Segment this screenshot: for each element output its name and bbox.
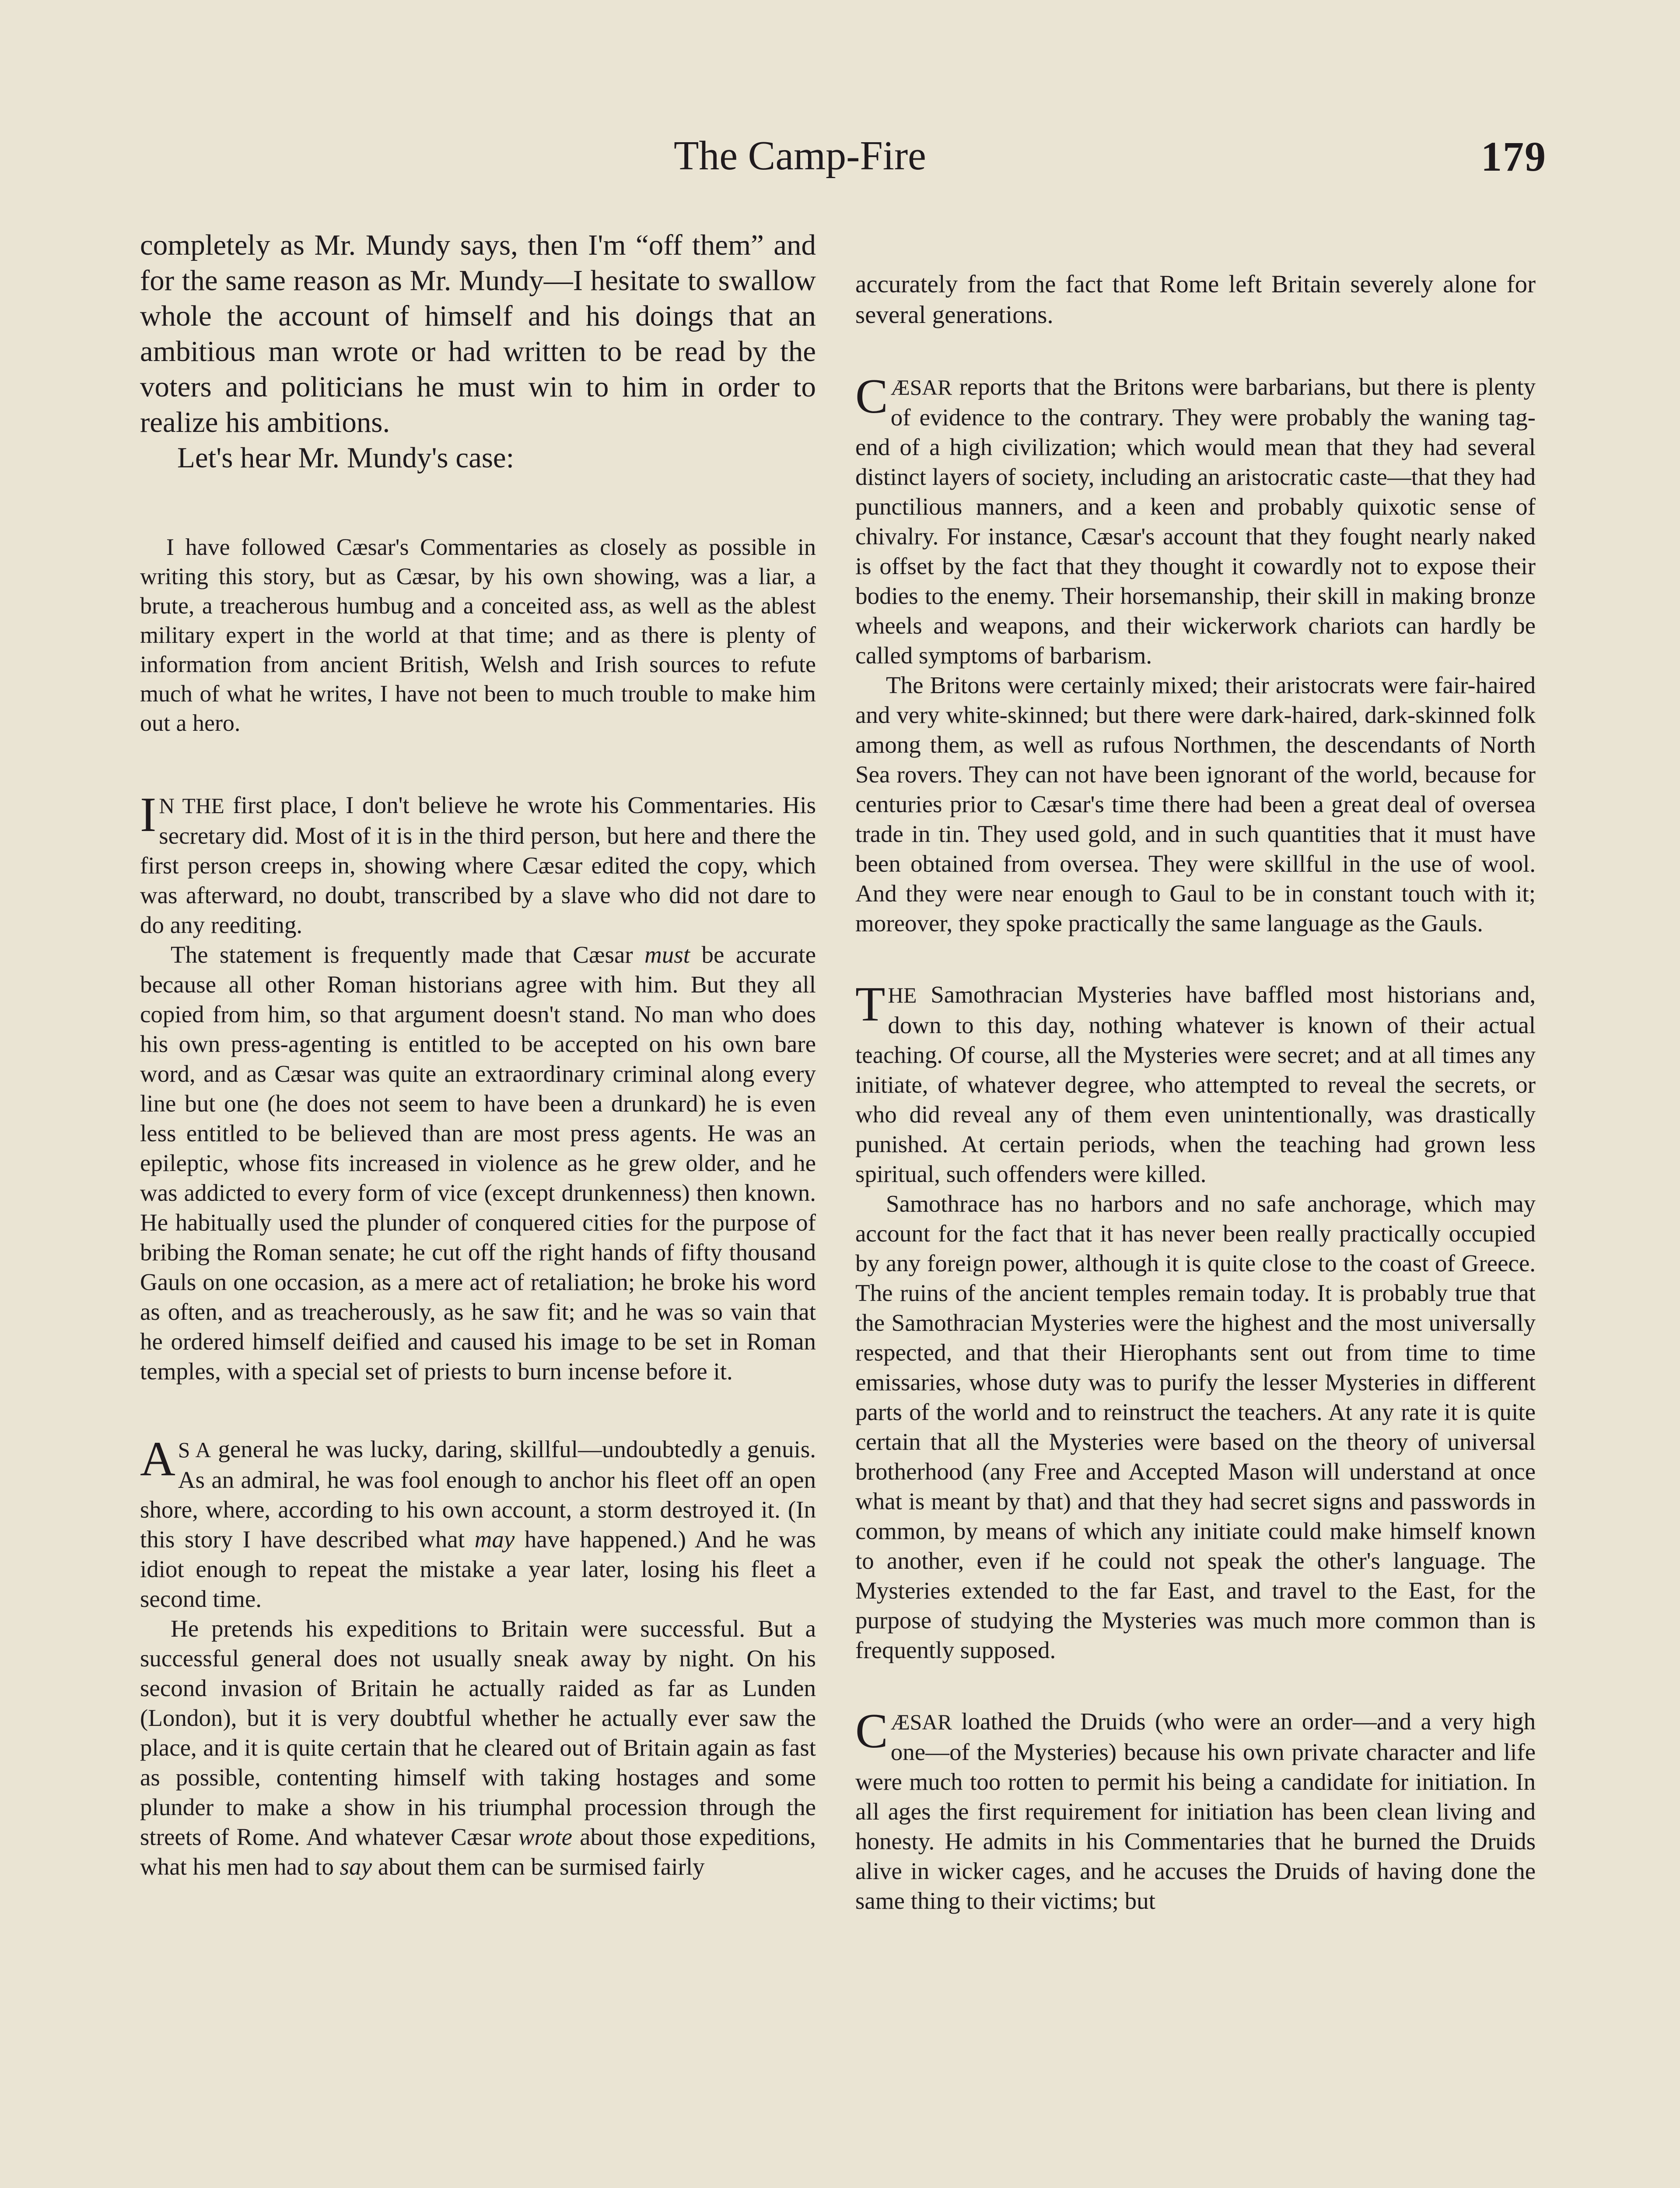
article-section xyxy=(140,1434,816,1882)
paragraph-text: The statement is frequently made that Cæsar xyxy=(171,941,645,968)
article-section xyxy=(140,790,816,1386)
continuation-paragraph: accurately from the fact that Rome left Britain severely alone for several generations. xyxy=(855,270,1536,329)
section-paragraph xyxy=(855,977,1536,1189)
section-paragraph xyxy=(855,369,1536,670)
section-paragraph xyxy=(140,1614,816,1882)
section-paragraph xyxy=(140,1434,816,1614)
section-paragraph xyxy=(855,1704,1536,1916)
article-section xyxy=(855,977,1536,1665)
lead-paragraph: completely as Mr. Mundy says, then I'm “off them” and for the same reason as Mr. Mundy—I hesitate to swallow whole the account of himself and his doings that an ambitious man wrote or had written to be read by the voters and politicians he must win to him in order to realize his ambitions. xyxy=(140,229,816,438)
emphasis-text: must xyxy=(644,941,690,968)
drop-cap: A xyxy=(140,1432,175,1486)
lead-caps: HE xyxy=(888,983,917,1007)
emphasis-text: say xyxy=(340,1853,372,1880)
drop-cap: C xyxy=(855,369,888,424)
quote-paragraph: I have followed Cæsar's Commentaries as closely as possible in writing this story, but as Cæsar, by his own showing, was a liar, a brute, a treacherous humbug and a conceited ass, as well as the ablest military expert in the world at that time; and as there is plenty of information from ancient British, Welsh and Irish sources to refute much of what he writes, I have not been to much trouble to make him out a hero. xyxy=(140,534,816,736)
emphasis-text: may xyxy=(474,1526,515,1553)
lead-caps: ÆSAR xyxy=(890,375,952,400)
paragraph-text: reports that the Britons were barbarians, but there is plenty of evidence to the contrary. They were probably the waning tag-end of a high civilization; which would mean that they had several distinct layers of society, including an aristocratic caste—that they had punctilious manners, and a keen and probably quixotic sense of chivalry. For instance, Cæsar's account that they fought nearly naked is offset by the fact that they thought it cowardly not to expose their bodies to the enemy. Their horsemanship, their skill in making bronze wheels and weapons, and their wickerwork chariots can hardly be called symptoms of barbarism. xyxy=(855,373,1536,669)
running-title: The Camp-Fire xyxy=(674,133,926,179)
article-section xyxy=(855,369,1536,938)
paragraph-text: Samothracian Mysteries have baffled most historians and, down to this day, nothing whatever is known of their actual teaching. Of course, all the Mysteries were secret; and at all times any initiate, of whatever degree, who attempted to reveal the secrets, or who did reveal any of them even unintentionally, was drastically punished. At certain periods, when the teaching had grown less spiritual, such offenders were killed. xyxy=(855,981,1536,1187)
paragraph-text: general he was lucky, daring, skillful—undoubtedly a genuis. As an admiral, he was fool enough to anchor his fleet off an open shore, where, according to his own account, a storm destroyed it. (In this story I have described what xyxy=(140,1436,816,1553)
section-paragraph: Samothrace has no harbors and no safe anchorage, which may account for the fact that it has never been really practically occupied by any foreign power, although it is quite close to the coast of Greece. The ruins of the ancient temples remain today. It is probably true that the Samothracian Mysteries were the highest and the most universally respected, and that their Hierophants sent out from time to time emissaries, whose duty was to purify the lesser Mysteries in different parts of the world and to reinstruct the teachers. At any rate it is quite certain that all the Mysteries were based on the theory of universal brotherhood (any Free and Accepted Mason will understand at once what is meant by that) and that they had secret signs and passwords in common, by means of which any initiate could make himself known to another, even if he could not speak the other's language. The Mysteries extended to the far East, and travel to the East, for the purpose of studying the Mysteries was much more common than is frequently supposed. xyxy=(855,1190,1536,1663)
lead-text xyxy=(140,228,816,476)
emphasis-text: wrote xyxy=(518,1823,573,1850)
lead-caps: N THE xyxy=(159,794,224,818)
article-section xyxy=(855,269,1536,330)
section-paragraph xyxy=(140,790,816,940)
section-paragraph xyxy=(140,940,816,1386)
paragraph-text: He pretends his expeditions to Britain were successful. But a successful general does not usually sneak away by night. On his second invasion of Britain he actually raided as far as Lunden (London), but it is very doubtful whether he actually ever saw the place, and it is quite certain that he cleared out of Britain again as fast as possible, contenting himself with taking hostages and some plunder to make a show in his triumphal procession through the streets of Rome. And whatever Cæsar xyxy=(140,1615,816,1850)
lead-caps: ÆSAR xyxy=(890,1710,952,1734)
drop-cap: T xyxy=(855,977,886,1031)
paragraph-text: be accurate because all other Roman historians agree with him. But they all copied from him, so that argument doesn't stand. No man who does his own press-agenting is entitled to be accepted on his own bare word, and as Cæsar was quite an extraordinary criminal along every line but one (he does not seem to have been a drunkard) he is even less entitled to be believed than are most press agents. He was an epileptic, whose fits increased in violence as he grew older, and he was addicted to every form of vice (except drunkenness) then known. He habitually used the plunder of conquered cities for the purpose of bribing the Roman senate; he cut off the right hands of fifty thousand Gauls on one occasion, as a mere act of retaliation; he broke his word as often, and as treacherously, as he saw fit; and he was so vain that he ordered himself deified and caused his image to be set in Roman temples, with a special set of priests to burn incense before it. xyxy=(140,941,816,1385)
paragraph-text: first place, I don't believe he wrote his Commentaries. His secretary did. Most of it is in the third person, but here and there the first person creeps in, showing where Cæsar edited the copy, which was afterward, no doubt, transcribed by a slave who did not dare to do any reediting. xyxy=(140,792,816,938)
page-header xyxy=(0,130,1680,186)
drop-cap: C xyxy=(855,1704,888,1758)
lead-caps: S A xyxy=(178,1438,211,1462)
drop-cap: I xyxy=(140,788,157,842)
left-column xyxy=(140,228,816,1882)
quoted-letter xyxy=(140,533,816,738)
paragraph-text: have happened.) And he was idiot enough to repeat the mistake a year later, losing his fleet a second time. xyxy=(140,1526,816,1612)
paragraph-text: about them can be surmised fairly xyxy=(372,1853,705,1880)
paragraph-text: loathed the Druids (who were an order—and a very high one—of the Mysteries) because his own private character and life were much too rotten to permit his being a candidate for initiation. In all ages the first requirement for initiation has been clean living and honesty. He admits in his Commentaries that he burned the Druids alive in wicker cages, and he accuses the Druids of having done the same thing to their victims; but xyxy=(855,1708,1536,1914)
paragraph-text: about those expeditions, what his men had to xyxy=(140,1823,816,1880)
page-number: 179 xyxy=(1481,133,1547,180)
section-paragraph: The Britons were certainly mixed; their aristocrats were fair-haired and very white-skinned; but there were dark-haired, dark-skinned folk among them, as well as rufous Northmen, the descendants of North Sea rovers. They can not have been ignorant of the world, because for centuries prior to Cæsar's time there had been a great deal of oversea trade in tin. They used gold, and in such quantities that it must have been obtained from oversea. They were skillful in the use of wool. And they were near enough to Gaul to be in constant touch with it; moreover, they spoke practically the same language as the Gauls. xyxy=(855,672,1536,936)
right-column xyxy=(855,228,1536,1916)
article-section xyxy=(855,1704,1536,1916)
lead-paragraph: Let's hear Mr. Mundy's case: xyxy=(177,442,514,474)
